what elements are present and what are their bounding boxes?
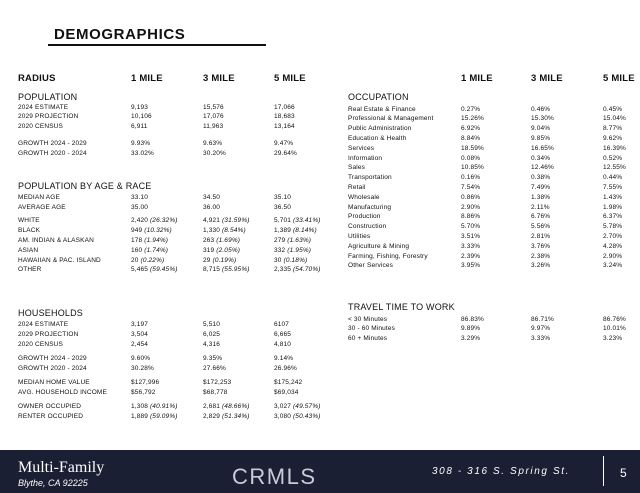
age_race-value: 160 (1.74%) — [131, 247, 169, 254]
occupation-value: 16.65% — [531, 145, 554, 152]
occupation-value: 5.70% — [461, 223, 481, 230]
occupation-row-label: Manufacturing — [348, 204, 392, 211]
households-value: 3,197 — [131, 321, 149, 328]
age_race-value: 2,420 (26.32%) — [131, 217, 178, 224]
population-value: 29.64% — [274, 150, 297, 157]
households-value: 9.60% — [131, 355, 151, 362]
occupation-row-label: Transportation — [348, 174, 392, 181]
occupation-value: 0.86% — [461, 194, 481, 201]
population-value: 10,106 — [131, 113, 152, 120]
households-value: 5,510 — [203, 321, 221, 328]
households-value: 3,504 — [131, 331, 149, 338]
age_race-value: 8,715 (55.95%) — [203, 266, 250, 273]
age_race-value: 35.10 — [274, 194, 292, 201]
age_race-value: 332 (1.95%) — [274, 247, 312, 254]
occupation-row-label: Education & Health — [348, 135, 407, 142]
occupation-value: 0.38% — [531, 174, 551, 181]
age_race-value: 34.50 — [203, 194, 221, 201]
age_race-value: 5,701 (33.41%) — [274, 217, 321, 224]
travel-value: 86.71% — [531, 316, 554, 323]
households-value: 9.14% — [274, 355, 294, 362]
occupation-value: 2.70% — [603, 233, 623, 240]
population-value: 30.20% — [203, 150, 226, 157]
population-value: 9,193 — [131, 104, 149, 111]
age_race-value: 29 (0.19%) — [203, 257, 237, 264]
households-value: $56,792 — [131, 389, 156, 396]
crmls-watermark: CRMLS — [232, 464, 317, 489]
occupation-value: 2.39% — [461, 253, 481, 260]
page-title: DEMOGRAPHICS — [54, 26, 186, 43]
occupation-value: 2.90% — [603, 253, 623, 260]
households-value: 3,027 (49.57%) — [274, 403, 321, 410]
occupation-row-label: Production — [348, 213, 381, 220]
age_race-value: 1,389 (8.14%) — [274, 227, 317, 234]
occupation-value: 3.33% — [461, 243, 481, 250]
households-row-label: AVG. HOUSEHOLD INCOME — [18, 389, 107, 396]
occupation-value: 12.55% — [603, 164, 626, 171]
occupation-value: 2.38% — [531, 253, 551, 260]
occupation-value: 6.92% — [461, 125, 481, 132]
radius-header: RADIUS — [18, 73, 56, 84]
travel-value: 9.89% — [461, 325, 481, 332]
occupation-value: 1.38% — [531, 194, 551, 201]
age_race-row-label: BLACK — [18, 227, 41, 234]
age_race-value: 30 (0.18%) — [274, 257, 308, 264]
occupation-row-label: Services — [348, 145, 375, 152]
age_race-value: 2,335 (54.70%) — [274, 266, 321, 273]
population-value: 17,066 — [274, 104, 295, 111]
households-value: $127,996 — [131, 379, 160, 386]
footer-property-type: Multi-Family — [18, 459, 105, 476]
population-value: 17,076 — [203, 113, 224, 120]
households-value: 6,025 — [203, 331, 221, 338]
age_race-value: 263 (1.69%) — [203, 237, 241, 244]
occupation-row-label: Wholesale — [348, 194, 380, 201]
footer-location: Blythe, CA 92225 — [18, 478, 88, 488]
age_race-value: 5,465 (59.45%) — [131, 266, 178, 273]
age_race-value: 279 (1.63%) — [274, 237, 312, 244]
occupation-value: 3.76% — [531, 243, 551, 250]
occupation-value: 8.77% — [603, 125, 623, 132]
occupation-value: 2.11% — [531, 204, 550, 211]
age_race-value: 36.50 — [274, 204, 292, 211]
age_race-value: 33.10 — [131, 194, 149, 201]
households-value: 26.96% — [274, 365, 297, 372]
occupation-value: 16.39% — [603, 145, 626, 152]
households-value: 4,810 — [274, 341, 292, 348]
travel-value: 3.33% — [531, 335, 551, 342]
households-value: 6,665 — [274, 331, 292, 338]
age_race-value: 178 (1.94%) — [131, 237, 169, 244]
age_race-row-label: HAWAIIAN & PAC. ISLAND — [18, 257, 101, 264]
households-row-label: MEDIAN HOME VALUE — [18, 379, 90, 386]
age_race-row-label: AVERAGE AGE — [18, 204, 66, 211]
population-row-label: 2020 CENSUS — [18, 123, 64, 130]
occupation-value: 6.37% — [603, 213, 623, 220]
occupation-row-label: Agriculture & Mining — [348, 243, 410, 250]
occupation-row-label: Utilities — [348, 233, 371, 240]
population-value: 15,576 — [203, 104, 224, 111]
occupation-value: 7.55% — [603, 184, 623, 191]
occupation-value: 0.34% — [531, 155, 551, 162]
occupation-value: 8.84% — [461, 135, 481, 142]
occupation-value: 15.04% — [603, 115, 626, 122]
households-value: 9.35% — [203, 355, 223, 362]
age_race-value: 35.00 — [131, 204, 149, 211]
age_race-value: 1,330 (8.54%) — [203, 227, 246, 234]
footer-divider — [603, 456, 604, 486]
occupation-value: 3.24% — [603, 262, 623, 269]
right-col-5mile-header: 5 MILE — [603, 73, 635, 84]
population-row-label: 2024 ESTIMATE — [18, 104, 69, 111]
occupation-row-label: Sales — [348, 164, 366, 171]
households-value: 2,681 (48.66%) — [203, 403, 250, 410]
occupation-value: 0.27% — [461, 106, 481, 113]
households-value: $172,253 — [203, 379, 232, 386]
households-row-label: GROWTH 2024 - 2029 — [18, 355, 87, 362]
occupation-value: 0.16% — [461, 174, 481, 181]
occupation-row-label: Other Services — [348, 262, 394, 269]
occupation-heading: OCCUPATION — [348, 92, 409, 102]
travel-row-label: 30 - 60 Minutes — [348, 325, 396, 332]
occupation-row-label: Information — [348, 155, 383, 162]
occupation-value: 7.54% — [461, 184, 481, 191]
travel-heading: TRAVEL TIME TO WORK — [348, 302, 455, 312]
occupation-value: 6.76% — [531, 213, 551, 220]
age_race-value: 319 (2.05%) — [203, 247, 241, 254]
occupation-value: 3.51% — [461, 233, 481, 240]
occupation-value: 1.43% — [603, 194, 623, 201]
age_race-row-label: ASIAN — [18, 247, 39, 254]
travel-value: 3.29% — [461, 335, 481, 342]
occupation-row-label: Farming, Fishing, Forestry — [348, 253, 428, 260]
population-row-label: GROWTH 2020 - 2024 — [18, 150, 87, 157]
occupation-value: 0.45% — [603, 106, 623, 113]
population-row-label: GROWTH 2024 - 2029 — [18, 140, 87, 147]
households-value: 1,889 (59.09%) — [131, 413, 178, 420]
households-value: 6107 — [274, 321, 290, 328]
occupation-value: 9.62% — [603, 135, 623, 142]
population-value: 11,963 — [203, 123, 224, 130]
households-value: 2,454 — [131, 341, 149, 348]
occupation-row-label: Retail — [348, 184, 366, 191]
population-value: 9.63% — [203, 140, 223, 147]
households-value: $175,242 — [274, 379, 303, 386]
occupation-value: 10.85% — [461, 164, 484, 171]
age_race-row-label: AM. INDIAN & ALASKAN — [18, 237, 94, 244]
occupation-value: 4.28% — [603, 243, 623, 250]
households-row-label: RENTER OCCUPIED — [18, 413, 84, 420]
occupation-row-label: Professional & Management — [348, 115, 434, 122]
occupation-value: 0.46% — [531, 106, 551, 113]
age_race-value: 4,921 (31.59%) — [203, 217, 250, 224]
households-value: $68,778 — [203, 389, 228, 396]
occupation-value: 3.26% — [531, 262, 551, 269]
age_race-row-label: WHITE — [18, 217, 40, 224]
households-value: 27.66% — [203, 365, 226, 372]
occupation-value: 9.85% — [531, 135, 551, 142]
travel-value: 86.76% — [603, 316, 626, 323]
travel-row-label: 60 + Minutes — [348, 335, 388, 342]
households-value: 4,316 — [203, 341, 221, 348]
travel-row-label: < 30 Minutes — [348, 316, 388, 323]
occupation-row-label: Construction — [348, 223, 387, 230]
households-value: 2,829 (51.34%) — [203, 413, 250, 420]
households-value: $69,034 — [274, 389, 299, 396]
occupation-value: 2.90% — [461, 204, 481, 211]
travel-value: 86.83% — [461, 316, 484, 323]
population-row-label: 2029 PROJECTION — [18, 113, 79, 120]
households-row-label: 2024 ESTIMATE — [18, 321, 69, 328]
households-row-label: OWNER OCCUPIED — [18, 403, 82, 410]
occupation-row-label: Real Estate & Finance — [348, 106, 416, 113]
occupation-value: 0.08% — [461, 155, 481, 162]
occupation-row-label: Public Administration — [348, 125, 412, 132]
occupation-value: 8.86% — [461, 213, 481, 220]
left-col-5mile-header: 5 MILE — [274, 73, 306, 84]
population-value: 9.47% — [274, 140, 294, 147]
population-value: 18,683 — [274, 113, 295, 120]
occupation-value: 2.81% — [531, 233, 551, 240]
occupation-value: 12.46% — [531, 164, 554, 171]
occupation-value: 0.52% — [603, 155, 623, 162]
households-value: 1,308 (40.91%) — [131, 403, 178, 410]
right-col-1mile-header: 1 MILE — [461, 73, 493, 84]
occupation-value: 0.44% — [603, 174, 623, 181]
population-value: 33.02% — [131, 150, 154, 157]
occupation-value: 7.49% — [531, 184, 551, 191]
page-number: 5 — [620, 466, 627, 480]
age_race-value: 36.00 — [203, 204, 221, 211]
occupation-value: 5.78% — [603, 223, 623, 230]
left-col-3mile-header: 3 MILE — [203, 73, 235, 84]
occupation-value: 9.04% — [531, 125, 551, 132]
travel-value: 9.97% — [531, 325, 551, 332]
occupation-value: 3.95% — [461, 262, 481, 269]
households-value: 3,080 (50.43%) — [274, 413, 321, 420]
travel-value: 3.23% — [603, 335, 623, 342]
age_race-row-label: OTHER — [18, 266, 42, 273]
footer-address: 308 - 316 S. Spring St. — [432, 466, 570, 477]
population-value: 9.93% — [131, 140, 151, 147]
population-value: 6,911 — [131, 123, 148, 130]
population-heading: POPULATION — [18, 92, 78, 102]
left-col-1mile-header: 1 MILE — [131, 73, 163, 84]
age-race-heading: POPULATION BY AGE & RACE — [18, 181, 152, 191]
occupation-value: 15.26% — [461, 115, 484, 122]
occupation-value: 18.59% — [461, 145, 484, 152]
occupation-value: 5.56% — [531, 223, 551, 230]
households-heading: HOUSEHOLDS — [18, 308, 84, 318]
age_race-value: 949 (10.32%) — [131, 227, 172, 234]
households-row-label: 2020 CENSUS — [18, 341, 64, 348]
households-value: 30.28% — [131, 365, 154, 372]
age_race-value: 20 (0.22%) — [131, 257, 165, 264]
travel-value: 10.01% — [603, 325, 626, 332]
occupation-value: 15.30% — [531, 115, 554, 122]
occupation-value: 1.98% — [603, 204, 623, 211]
households-row-label: 2029 PROJECTION — [18, 331, 79, 338]
age_race-row-label: MEDIAN AGE — [18, 194, 60, 201]
population-value: 13,164 — [274, 123, 295, 130]
title-underline — [48, 44, 266, 46]
right-col-3mile-header: 3 MILE — [531, 73, 563, 84]
households-row-label: GROWTH 2020 - 2024 — [18, 365, 87, 372]
